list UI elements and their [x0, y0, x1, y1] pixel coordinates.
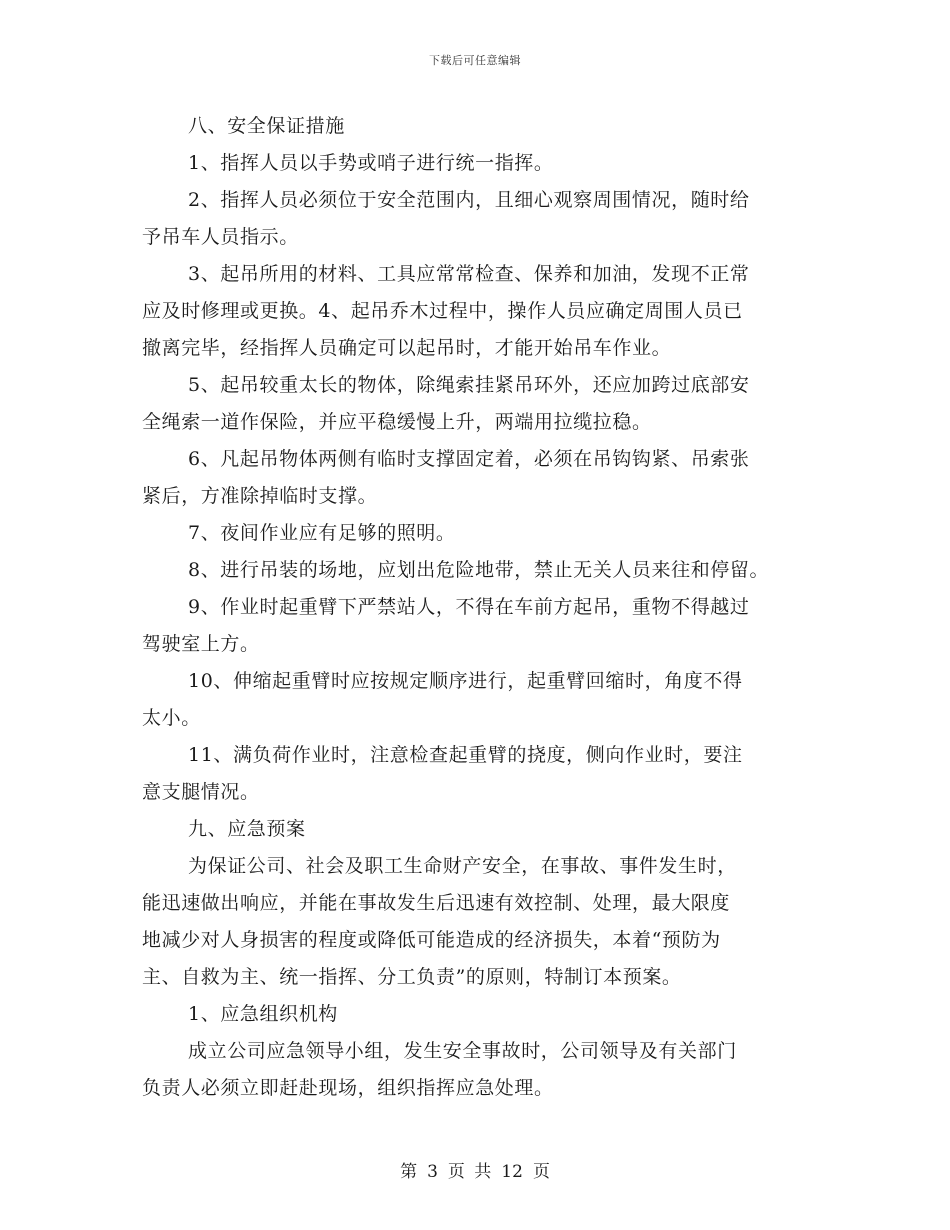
paragraph-line: 主、自救为主、统一指挥、分工负责”的原则，特制订本预案。 — [142, 966, 682, 988]
paragraph-line: 应及时修理或更换。4、起吊乔木过程中，操作人员应确定周围人员已 — [142, 300, 743, 322]
paragraph-line: 八、安全保证措施 — [188, 115, 345, 137]
paragraph — [142, 441, 812, 515]
paragraph-line: 负责人必须立即赶赴现场，组织指挥应急处理。 — [142, 1077, 554, 1099]
page-header: 下载后可任意编辑 — [429, 54, 521, 67]
paragraph-line: 5、起吊较重太长的物体，除绳索挂紧吊环外，还应加跨过底部安 — [188, 374, 750, 396]
paragraph — [142, 367, 812, 441]
paragraph — [142, 145, 812, 182]
footer-page-number: 3 — [427, 1162, 438, 1182]
footer-middle: 页 共 — [447, 1162, 492, 1182]
paragraph-line: 紧后，方准除掉临时支撑。 — [142, 485, 378, 507]
paragraph-line: 予吊车人员指示。 — [142, 226, 299, 248]
page-footer — [0, 1157, 950, 1182]
footer-prefix: 第 — [400, 1162, 418, 1182]
paragraph-line: 2、指挥人员必须位于安全范围内，且细心观察周围情况，随时给 — [188, 189, 750, 211]
paragraph-line: 意支腿情况。 — [142, 781, 260, 803]
paragraph-line: 1、应急组织机构 — [188, 1003, 338, 1025]
footer-total-pages: 12 — [501, 1162, 523, 1182]
paragraph — [142, 256, 812, 367]
paragraph-line: 为保证公司、社会及职工生命财产安全，在事故、事件发生时， — [188, 855, 737, 877]
paragraph-line: 9、作业时起重臂下严禁站人，不得在车前方起吊，重物不得越过 — [188, 596, 750, 618]
paragraph-line: 九、应急预案 — [188, 818, 306, 840]
paragraph-line: 太小。 — [142, 707, 201, 729]
paragraph — [142, 1033, 812, 1107]
paragraph — [142, 811, 812, 848]
footer-suffix: 页 — [532, 1162, 550, 1182]
paragraph — [142, 589, 812, 663]
paragraph — [142, 552, 812, 589]
paragraph-line: 地减少对人身损害的程度或降低可能造成的经济损失，本着“预防为 — [142, 929, 721, 951]
paragraph-line: 驾驶室上方。 — [142, 633, 260, 655]
paragraph-line: 6、凡起吊物体两侧有临时支撑固定着，必须在吊钩钩紧、吊索张 — [188, 448, 750, 470]
paragraph — [142, 663, 812, 737]
paragraph-line: 10、伸缩起重臂时应按规定顺序进行，起重臂回缩时，角度不得 — [188, 670, 743, 692]
paragraph — [142, 182, 812, 256]
document-body — [142, 108, 812, 1107]
paragraph-line: 能迅速做出响应，并能在事故发生后迅速有效控制、处理，最大限度 — [142, 892, 731, 914]
paragraph-line: 3、起吊所用的材料、工具应常常检查、保养和加油，发现不正常 — [188, 263, 750, 285]
paragraph-line: 8、进行吊装的场地，应划出危险地带，禁止无关人员来往和停留。 — [188, 559, 770, 581]
paragraph-line: 1、指挥人员以手势或哨子进行统一指挥。 — [188, 152, 554, 174]
paragraph — [142, 737, 812, 811]
paragraph — [142, 848, 812, 996]
paragraph-line: 7、夜间作业应有足够的照明。 — [188, 522, 456, 544]
paragraph-line: 11、满负荷作业时，注意检查起重臂的挠度，侧向作业时，要注 — [188, 744, 743, 766]
paragraph — [142, 996, 812, 1033]
paragraph-line: 撤离完毕，经指挥人员确定可以起吊时，才能开始吊车作业。 — [142, 337, 672, 359]
paragraph — [142, 108, 812, 145]
paragraph-line: 全绳索一道作保险，并应平稳缓慢上升，两端用拉缆拉稳。 — [142, 411, 652, 433]
paragraph-line: 成立公司应急领导小组，发生安全事故时，公司领导及有关部门 — [188, 1040, 737, 1062]
paragraph — [142, 515, 812, 552]
